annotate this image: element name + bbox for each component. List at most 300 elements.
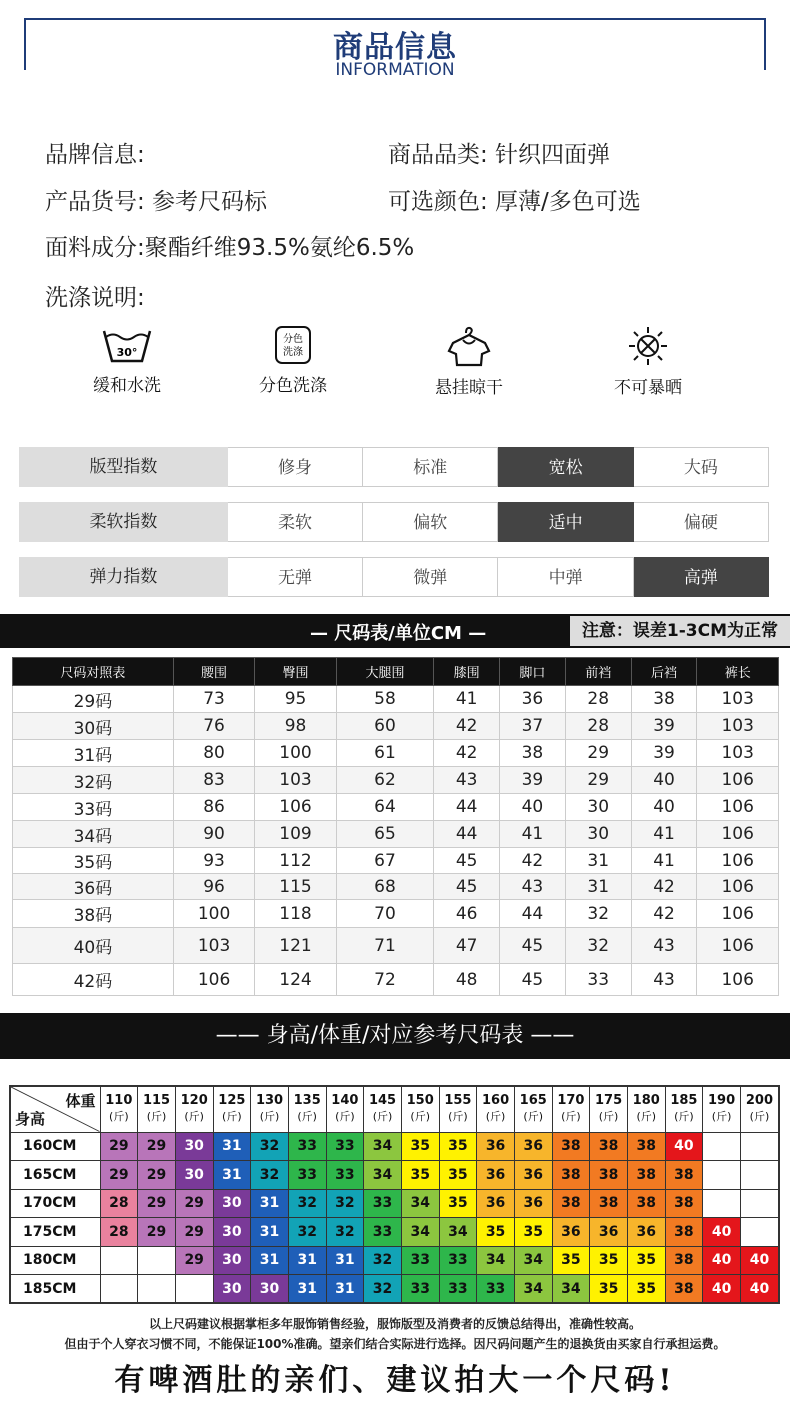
weight-value: 125	[218, 1093, 246, 1109]
size-grid-cell: 33	[401, 1246, 439, 1275]
size-cell: 103	[173, 928, 254, 964]
weight-header-cell	[401, 1086, 439, 1132]
size-cell: 124	[255, 964, 336, 996]
size-cell: 30	[565, 821, 631, 848]
wash-item-separate	[228, 325, 358, 396]
size-grid-cell: 35	[552, 1246, 590, 1275]
size-grid-cell: 35	[439, 1161, 477, 1190]
size-grid-cell: 31	[251, 1246, 289, 1275]
size-cell: 31	[565, 848, 631, 874]
size-row	[13, 900, 779, 928]
size-grid-cell	[100, 1246, 138, 1275]
weight-value: 110	[105, 1093, 133, 1109]
size-cell: 39	[500, 767, 566, 794]
weight-unit: (斤)	[598, 1110, 619, 1124]
size-cell: 106	[697, 928, 779, 964]
weight-value: 180	[632, 1093, 660, 1109]
weight-value: 185	[670, 1093, 698, 1109]
size-cell: 39	[631, 713, 697, 740]
wash-heading: 洗涤说明:	[45, 285, 145, 311]
size-header-cell: 尺码对照表	[13, 658, 174, 686]
weight-unit: (斤)	[523, 1110, 544, 1124]
size-grid-cell: 28	[100, 1189, 138, 1218]
index-head: 柔软指数	[19, 502, 228, 542]
size-cell: 28	[565, 686, 631, 713]
weight-unit: (斤)	[146, 1110, 167, 1124]
size-grid-cell: 38	[665, 1275, 703, 1304]
size-grid-cell: 33	[364, 1218, 402, 1247]
size-grid-cell: 38	[627, 1161, 665, 1190]
size-grid-cell: 35	[514, 1218, 552, 1247]
size-cell: 36	[500, 686, 566, 713]
size-cell: 106	[697, 874, 779, 900]
size-cell: 43	[631, 964, 697, 996]
size-cell: 93	[173, 848, 254, 874]
size-grid-cell	[740, 1132, 779, 1161]
size-grid-cell: 40	[703, 1275, 741, 1304]
size-grid-cell: 33	[326, 1161, 364, 1190]
wash-item-nosun	[583, 325, 713, 398]
size-grid-cell: 33	[401, 1275, 439, 1304]
size-grid-cell	[138, 1246, 176, 1275]
page-subtitle: INFORMATION	[335, 60, 455, 80]
weight-value: 160	[481, 1093, 510, 1109]
hang-dry-icon	[445, 325, 493, 367]
size-cell: 86	[173, 794, 254, 821]
size-grid-cell: 29	[175, 1189, 213, 1218]
size-table-note: 注意：误差1-3CM为正常	[570, 616, 790, 646]
weight-value: 165	[519, 1093, 547, 1109]
wash-item-hang	[404, 325, 534, 398]
size-cell: 31	[565, 874, 631, 900]
weight-header-cell	[100, 1086, 138, 1132]
size-grid-cell: 38	[590, 1189, 628, 1218]
size-cell: 96	[173, 874, 254, 900]
size-grid-cell: 34	[364, 1161, 402, 1190]
size-grid-cell: 33	[364, 1189, 402, 1218]
grid-row	[10, 1275, 779, 1304]
weight-unit: (斤)	[184, 1110, 204, 1124]
size-cell: 109	[255, 821, 336, 848]
size-cell: 28	[565, 713, 631, 740]
size-grid-cell	[175, 1275, 213, 1304]
weight-header-cell	[477, 1086, 515, 1132]
size-grid-cell: 40	[740, 1275, 779, 1304]
index-cell-selected: 宽松	[498, 447, 633, 487]
weight-value: 130	[255, 1093, 284, 1109]
size-cell: 48	[434, 964, 500, 996]
weight-unit: (斤)	[410, 1110, 430, 1124]
weight-header-cell	[665, 1086, 703, 1132]
size-cell: 38码	[13, 900, 174, 928]
index-cell-selected: 高弹	[634, 557, 769, 597]
size-cell: 41	[631, 821, 697, 848]
weight-unit: (斤)	[674, 1110, 694, 1124]
footer-slogan: 有啤酒肚的亲们、建议拍大一个尺码!	[114, 1363, 676, 1398]
height-label: 175CM	[10, 1218, 100, 1247]
size-cell: 60	[336, 713, 433, 740]
wash-label: 悬挂晾干	[435, 378, 503, 398]
weight-header-cell	[590, 1086, 628, 1132]
size-row	[13, 686, 779, 713]
size-grid-cell: 31	[326, 1246, 364, 1275]
size-cell: 42	[631, 874, 697, 900]
weight-header-cell	[364, 1086, 402, 1132]
height-label: 170CM	[10, 1189, 100, 1218]
weight-header-cell	[138, 1086, 176, 1132]
size-cell: 29	[565, 740, 631, 767]
size-grid-cell: 35	[590, 1246, 628, 1275]
weight-header-cell	[326, 1086, 364, 1132]
size-grid-cell	[740, 1189, 779, 1218]
corner-weight-label: 体重	[65, 1092, 96, 1110]
grid-row	[10, 1161, 779, 1190]
weight-value: 190	[708, 1093, 736, 1109]
size-grid-cell: 36	[552, 1218, 590, 1247]
size-grid-cell: 36	[477, 1161, 515, 1190]
size-cell: 43	[500, 874, 566, 900]
size-grid-cell: 31	[251, 1218, 289, 1247]
weight-value: 150	[406, 1093, 434, 1109]
size-header-cell: 前裆	[565, 658, 631, 686]
brand-info: 品牌信息:	[45, 142, 145, 168]
size-cell: 106	[697, 848, 779, 874]
size-row	[13, 964, 779, 996]
size-grid-cell	[138, 1275, 176, 1304]
size-cell: 40	[631, 794, 697, 821]
size-grid-cell: 36	[477, 1132, 515, 1161]
size-grid-cell: 30	[213, 1246, 251, 1275]
weight-value: 120	[180, 1093, 208, 1109]
size-cell: 106	[255, 794, 336, 821]
page-title: 商品信息	[333, 30, 457, 65]
weight-unit: (斤)	[222, 1110, 242, 1124]
size-grid-cell: 35	[401, 1132, 439, 1161]
size-cell: 42	[631, 900, 697, 928]
weight-value: 135	[293, 1093, 321, 1109]
size-cell: 44	[434, 794, 500, 821]
size-grid-cell: 29	[175, 1218, 213, 1247]
weight-header-cell	[627, 1086, 665, 1132]
size-grid-cell: 31	[251, 1189, 289, 1218]
size-grid-cell: 33	[477, 1275, 515, 1304]
footer-note-2: 但由于个人穿衣习惯不同，不能保证100%准确。望亲们结合实际进行选择。因尺码问题产生的退换货由买家自行承担运费。	[64, 1337, 726, 1351]
weight-unit: (斤)	[297, 1110, 317, 1124]
size-row	[13, 767, 779, 794]
svg-text:洗涤: 洗涤	[283, 347, 303, 358]
size-cell: 106	[697, 821, 779, 848]
reference-grid	[9, 1085, 780, 1304]
size-cell: 37	[500, 713, 566, 740]
size-grid-cell: 38	[627, 1132, 665, 1161]
size-cell: 103	[697, 686, 779, 713]
size-grid-cell: 36	[514, 1189, 552, 1218]
size-grid-cell: 34	[439, 1218, 477, 1247]
size-cell: 71	[336, 928, 433, 964]
footer-note-1: 以上尺码建议根据掌柜多年服饰销售经验，服饰版型及消费者的反馈总结得出，准确性较高。	[148, 1317, 641, 1331]
wash-label: 缓和水洗	[93, 376, 161, 396]
size-cell: 42码	[13, 964, 174, 996]
height-label: 185CM	[10, 1275, 100, 1304]
size-grid-cell: 36	[477, 1189, 515, 1218]
size-cell: 41	[631, 848, 697, 874]
size-cell: 42	[434, 713, 500, 740]
size-cell: 42	[434, 740, 500, 767]
size-cell: 73	[173, 686, 254, 713]
size-grid-cell: 29	[100, 1132, 138, 1161]
weight-header-cell	[251, 1086, 289, 1132]
weight-unit: (斤)	[485, 1110, 506, 1124]
size-grid-cell: 36	[590, 1218, 628, 1247]
grid-header-row	[10, 1086, 779, 1132]
weight-unit: (斤)	[636, 1110, 657, 1124]
size-grid-cell: 40	[740, 1246, 779, 1275]
size-cell: 44	[434, 821, 500, 848]
size-grid-cell: 40	[665, 1132, 703, 1161]
weight-unit: (斤)	[372, 1110, 393, 1124]
size-header-cell: 裤长	[697, 658, 779, 686]
size-cell: 58	[336, 686, 433, 713]
size-grid-cell: 38	[665, 1161, 703, 1190]
size-header-cell: 膝围	[434, 658, 500, 686]
size-cell: 76	[173, 713, 254, 740]
size-grid-cell: 35	[477, 1218, 515, 1247]
size-cell: 33	[565, 964, 631, 996]
height-label: 165CM	[10, 1161, 100, 1190]
size-grid-cell: 30	[213, 1218, 251, 1247]
size-cell: 30	[565, 794, 631, 821]
size-cell: 62	[336, 767, 433, 794]
size-cell: 106	[697, 767, 779, 794]
size-table-bar	[0, 614, 790, 648]
size-grid-cell: 35	[401, 1161, 439, 1190]
size-grid-cell: 35	[439, 1132, 477, 1161]
size-grid-cell: 31	[213, 1161, 251, 1190]
size-grid-cell: 29	[138, 1218, 176, 1247]
size-row	[13, 821, 779, 848]
size-grid-cell: 29	[138, 1132, 176, 1161]
size-table	[12, 657, 779, 996]
height-label: 160CM	[10, 1132, 100, 1161]
weight-header-cell	[213, 1086, 251, 1132]
size-cell: 46	[434, 900, 500, 928]
size-cell: 39	[631, 740, 697, 767]
size-table-header	[13, 658, 779, 686]
size-grid-cell: 38	[665, 1218, 703, 1247]
index-cell: 修身	[228, 447, 363, 487]
weight-header-cell	[514, 1086, 552, 1132]
size-cell: 106	[697, 900, 779, 928]
size-grid-cell: 40	[703, 1218, 741, 1247]
size-cell: 100	[255, 740, 336, 767]
size-cell: 47	[434, 928, 500, 964]
size-cell: 61	[336, 740, 433, 767]
size-grid-cell: 32	[326, 1189, 364, 1218]
size-header-cell: 腰围	[173, 658, 254, 686]
size-grid-cell: 33	[326, 1132, 364, 1161]
size-grid-cell: 40	[703, 1246, 741, 1275]
size-grid-cell: 30	[251, 1275, 289, 1304]
size-grid-cell: 29	[138, 1161, 176, 1190]
size-cell: 32	[565, 900, 631, 928]
weight-value: 140	[331, 1093, 359, 1109]
size-cell: 45	[500, 928, 566, 964]
size-cell: 121	[255, 928, 336, 964]
size-table-title: — 尺码表/单位CM —	[310, 623, 487, 644]
size-grid-cell: 38	[665, 1189, 703, 1218]
size-grid-cell	[703, 1132, 741, 1161]
size-grid-cell: 29	[100, 1161, 138, 1190]
size-cell: 29	[565, 767, 631, 794]
size-header-cell: 后裆	[631, 658, 697, 686]
size-cell: 42	[500, 848, 566, 874]
size-grid-cell: 31	[213, 1132, 251, 1161]
size-grid-cell: 34	[401, 1218, 439, 1247]
size-cell: 64	[336, 794, 433, 821]
size-cell: 40码	[13, 928, 174, 964]
size-grid-cell: 31	[326, 1275, 364, 1304]
size-grid-cell: 32	[288, 1189, 326, 1218]
size-grid-cell: 38	[552, 1189, 590, 1218]
index-cell: 标准	[363, 447, 498, 487]
size-grid-cell: 36	[514, 1161, 552, 1190]
size-grid-cell: 36	[627, 1218, 665, 1247]
size-grid-cell: 38	[590, 1132, 628, 1161]
size-grid-cell: 38	[590, 1161, 628, 1190]
size-cell: 40	[500, 794, 566, 821]
size-header-cell: 脚口	[500, 658, 566, 686]
size-grid-cell	[740, 1161, 779, 1190]
size-cell: 34码	[13, 821, 174, 848]
size-cell: 33码	[13, 794, 174, 821]
size-header-cell: 大腿围	[336, 658, 433, 686]
size-grid-cell: 30	[175, 1132, 213, 1161]
wash-30-icon	[100, 325, 154, 365]
size-cell: 95	[255, 686, 336, 713]
size-grid-cell	[703, 1161, 741, 1190]
size-cell: 70	[336, 900, 433, 928]
weight-header-cell	[703, 1086, 741, 1132]
size-cell: 45	[434, 848, 500, 874]
size-grid-cell: 31	[288, 1275, 326, 1304]
size-row	[13, 713, 779, 740]
size-cell: 106	[697, 964, 779, 996]
size-cell: 29码	[13, 686, 174, 713]
weight-value: 175	[595, 1093, 623, 1109]
size-grid-cell: 33	[288, 1161, 326, 1190]
weight-header-cell	[175, 1086, 213, 1132]
size-grid-cell	[703, 1189, 741, 1218]
grid-row	[10, 1189, 779, 1218]
size-cell: 115	[255, 874, 336, 900]
fit-index-row	[19, 447, 769, 487]
size-grid-cell: 32	[364, 1246, 402, 1275]
wash-label: 分色洗涤	[259, 376, 327, 396]
reference-table-title: —— 身高/体重/对应参考尺码表 ——	[0, 1013, 790, 1059]
size-grid-cell: 32	[364, 1275, 402, 1304]
separate-wash-icon	[273, 325, 313, 365]
weight-header-cell	[288, 1086, 326, 1132]
size-cell: 103	[697, 713, 779, 740]
size-grid-cell: 32	[251, 1161, 289, 1190]
color-info: 可选颜色: 厚薄/多色可选	[388, 189, 641, 215]
grid-corner	[10, 1086, 100, 1132]
weight-header-cell	[552, 1086, 590, 1132]
size-row	[13, 928, 779, 964]
size-cell: 41	[434, 686, 500, 713]
size-cell: 45	[500, 964, 566, 996]
size-grid-cell	[740, 1218, 779, 1247]
weight-value: 115	[142, 1093, 171, 1109]
size-grid-cell: 38	[665, 1246, 703, 1275]
weight-value: 170	[557, 1093, 585, 1109]
size-cell: 43	[434, 767, 500, 794]
size-grid-cell: 34	[364, 1132, 402, 1161]
size-grid-cell: 29	[138, 1189, 176, 1218]
size-cell: 65	[336, 821, 433, 848]
size-row	[13, 794, 779, 821]
size-grid-cell: 38	[552, 1132, 590, 1161]
weight-unit: (斤)	[749, 1110, 770, 1124]
size-cell: 32	[565, 928, 631, 964]
size-cell: 72	[336, 964, 433, 996]
index-cell: 偏硬	[634, 502, 769, 542]
grid-row	[10, 1246, 779, 1275]
no-sun-icon	[627, 325, 669, 367]
size-grid-cell: 35	[439, 1189, 477, 1218]
size-cell: 38	[500, 740, 566, 767]
size-row	[13, 848, 779, 874]
size-cell: 43	[631, 928, 697, 964]
size-grid-cell: 33	[439, 1275, 477, 1304]
size-cell: 68	[336, 874, 433, 900]
weight-unit: (斤)	[448, 1110, 468, 1124]
size-grid-cell: 35	[627, 1275, 665, 1304]
size-grid-cell: 36	[514, 1132, 552, 1161]
size-cell: 112	[255, 848, 336, 874]
weight-value: 155	[444, 1093, 472, 1109]
size-cell: 30码	[13, 713, 174, 740]
size-grid-cell	[100, 1275, 138, 1304]
size-cell: 35码	[13, 848, 174, 874]
size-grid-cell: 34	[552, 1275, 590, 1304]
fabric-info: 面料成分:聚酯纤维93.5%氨纶6.5%	[45, 235, 415, 261]
weight-unit: (斤)	[711, 1110, 732, 1124]
index-cell: 偏软	[363, 502, 498, 542]
size-header-cell: 臀围	[255, 658, 336, 686]
size-grid-cell: 29	[175, 1246, 213, 1275]
svg-text:30°: 30°	[116, 346, 138, 359]
size-grid-cell: 38	[552, 1161, 590, 1190]
size-grid-cell: 31	[288, 1246, 326, 1275]
size-grid-cell: 35	[627, 1246, 665, 1275]
size-row	[13, 740, 779, 767]
size-grid-cell: 33	[439, 1246, 477, 1275]
size-cell: 106	[697, 794, 779, 821]
weight-unit: (斤)	[335, 1110, 355, 1124]
stretch-index-row	[19, 557, 769, 597]
size-cell: 36码	[13, 874, 174, 900]
size-cell: 40	[631, 767, 697, 794]
index-cell-selected: 适中	[498, 502, 633, 542]
size-cell: 45	[434, 874, 500, 900]
size-grid-cell: 35	[590, 1275, 628, 1304]
size-cell: 106	[173, 964, 254, 996]
weight-header-cell	[740, 1086, 779, 1132]
size-grid-cell: 32	[288, 1218, 326, 1247]
size-grid-cell: 34	[514, 1246, 552, 1275]
svg-text:分色: 分色	[283, 334, 303, 345]
